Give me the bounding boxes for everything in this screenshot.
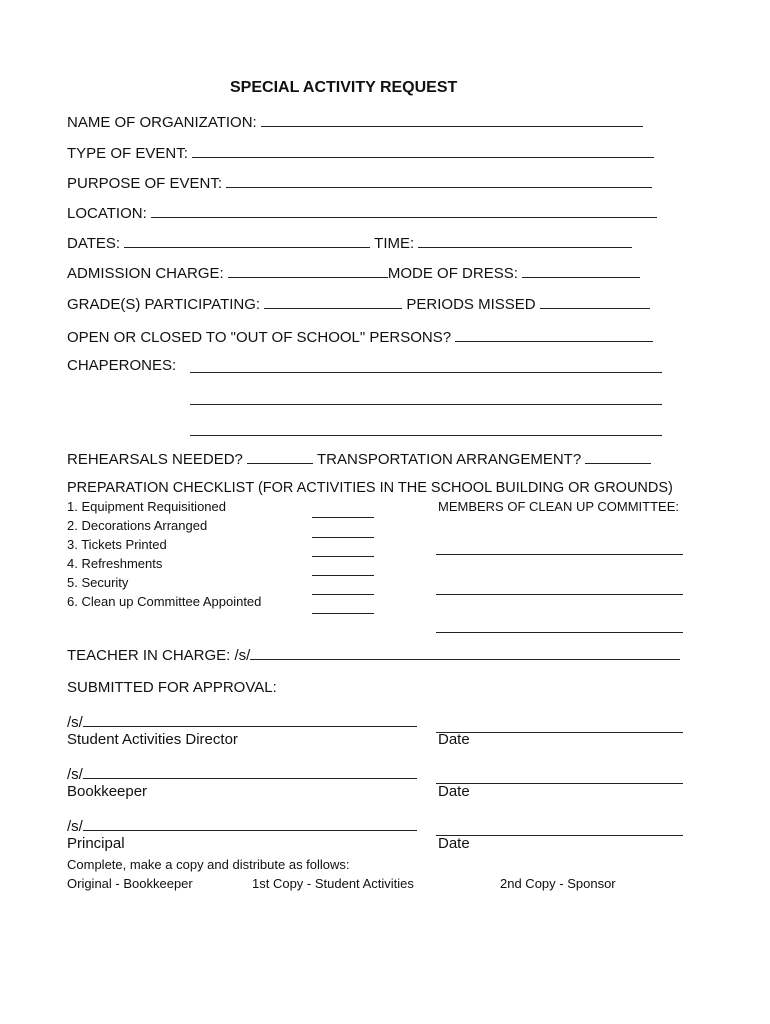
grades-participating-label: GRADE(S) PARTICIPATING: — [67, 296, 261, 313]
date-label: Date — [438, 835, 470, 852]
type-of-event-field[interactable] — [192, 144, 654, 158]
periods-missed-field[interactable] — [540, 295, 650, 309]
organization-field[interactable] — [261, 113, 643, 127]
checklist-item: 1. Equipment Requisitioned — [67, 499, 226, 514]
date-label: Date — [438, 783, 470, 800]
signature-prefix: /s/ — [67, 766, 83, 783]
student-activities-director-signature-field[interactable] — [83, 713, 417, 727]
date-line[interactable] — [436, 732, 683, 733]
committee-line-2[interactable] — [436, 594, 683, 595]
open-closed-field[interactable] — [455, 328, 653, 342]
distribution-instructions: Complete, make a copy and distribute as follows: — [67, 857, 350, 872]
submitted-for-approval-label: SUBMITTED FOR APPROVAL: — [67, 679, 277, 696]
purpose-of-event-field[interactable] — [226, 174, 652, 188]
checklist-item: 2. Decorations Arranged — [67, 518, 208, 533]
checklist-item: 4. Refreshments — [67, 556, 163, 571]
chaperone-line-3[interactable] — [190, 435, 662, 436]
periods-missed-label: PERIODS MISSED — [406, 296, 536, 313]
grades-participating-field[interactable] — [264, 295, 402, 309]
bookkeeper-signature-field[interactable] — [83, 765, 417, 779]
dates-field[interactable] — [124, 234, 370, 248]
committee-line-3[interactable] — [436, 632, 683, 633]
bookkeeper-label: Bookkeeper — [67, 783, 148, 800]
checklist-blank-6[interactable] — [312, 613, 374, 614]
principal-label: Principal — [67, 835, 125, 852]
time-label: TIME: — [374, 235, 415, 252]
open-closed-label: OPEN OR CLOSED TO "OUT OF SCHOOL" PERSONS? — [67, 329, 452, 346]
dates-label: DATES: — [67, 235, 121, 252]
principal-signature-field[interactable] — [83, 817, 417, 831]
checklist-blank-2[interactable] — [312, 537, 374, 538]
committee-line-1[interactable] — [436, 554, 683, 555]
rehearsals-label: REHEARSALS NEEDED? — [67, 451, 243, 468]
checklist-item: 6. Clean up Committee Appointed — [67, 594, 262, 609]
chaperone-line-2[interactable] — [190, 404, 662, 405]
checklist-heading: PREPARATION CHECKLIST (FOR ACTIVITIES IN THE SCHOOL BUILDING OR GROUNDS) — [67, 480, 673, 496]
checklist-blank-3[interactable] — [312, 556, 374, 557]
date-label: Date — [438, 731, 470, 748]
checklist-blank-1[interactable] — [312, 517, 374, 518]
clean-up-committee-label: MEMBERS OF CLEAN UP COMMITTEE: — [438, 499, 680, 514]
teacher-in-charge-label: TEACHER IN CHARGE: /s/ — [67, 647, 251, 664]
organization-label: NAME OF ORGANIZATION: — [67, 114, 257, 131]
checklist-item: 5. Security — [67, 575, 129, 590]
transportation-field[interactable] — [585, 450, 651, 464]
transportation-label: TRANSPORTATION ARRANGEMENT? — [316, 451, 582, 468]
location-field[interactable] — [151, 204, 657, 218]
checklist-blank-4[interactable] — [312, 575, 374, 576]
date-line[interactable] — [436, 835, 683, 836]
location-label: LOCATION: — [67, 205, 147, 222]
mode-of-dress-field[interactable] — [522, 264, 640, 278]
date-line[interactable] — [436, 783, 683, 784]
student-activities-director-label: Student Activities Director — [67, 731, 238, 748]
chaperone-line-1[interactable] — [190, 372, 662, 373]
rehearsals-field[interactable] — [247, 450, 313, 464]
distribution-copy-2: 2nd Copy - Sponsor — [500, 876, 616, 891]
admission-charge-label: ADMISSION CHARGE: — [67, 265, 224, 282]
checklist-item: 3. Tickets Printed — [67, 537, 167, 552]
signature-prefix: /s/ — [67, 714, 83, 731]
distribution-copy-1: 1st Copy - Student Activities — [252, 876, 414, 891]
signature-prefix: /s/ — [67, 818, 83, 835]
chaperones-label: CHAPERONES: — [67, 357, 177, 374]
admission-charge-field[interactable] — [228, 264, 388, 278]
mode-of-dress-label: MODE OF DRESS: — [387, 265, 518, 282]
checklist-blank-5[interactable] — [312, 594, 374, 595]
form-title: SPECIAL ACTIVITY REQUEST — [230, 79, 458, 96]
time-field[interactable] — [418, 234, 632, 248]
purpose-of-event-label: PURPOSE OF EVENT: — [67, 175, 223, 192]
type-of-event-label: TYPE OF EVENT: — [67, 145, 188, 162]
distribution-original: Original - Bookkeeper — [67, 876, 193, 891]
teacher-in-charge-field[interactable] — [250, 646, 680, 660]
